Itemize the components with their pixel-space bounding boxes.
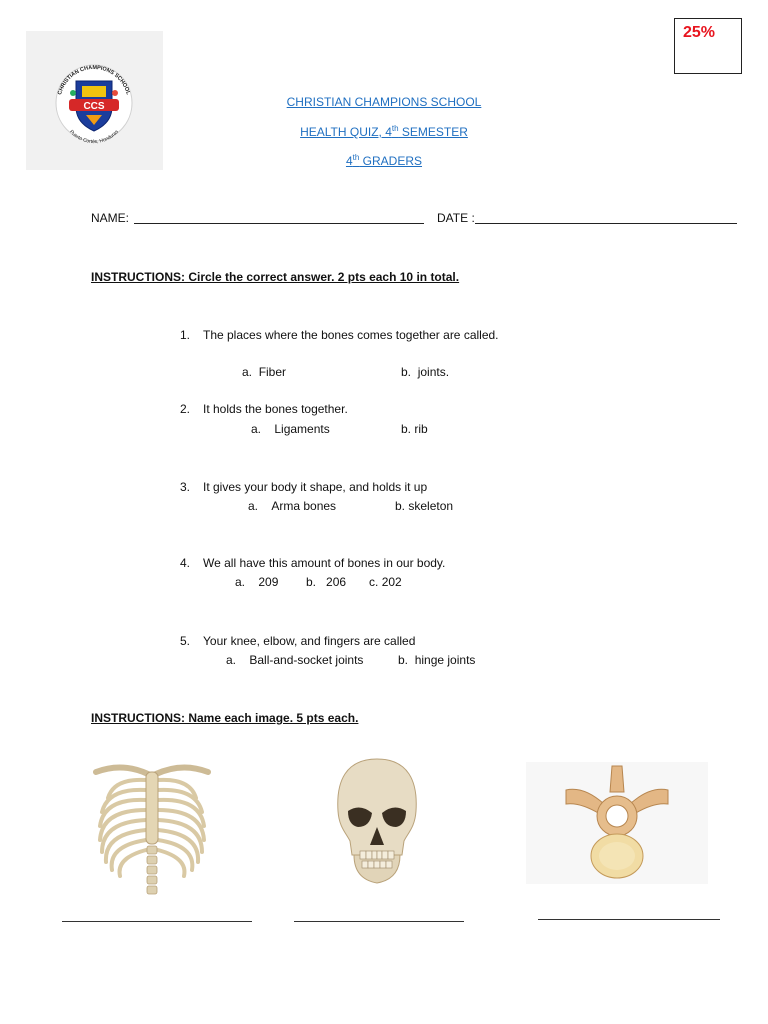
grade-post: GRADERS [359, 154, 423, 168]
question-4 [180, 556, 446, 570]
option-letter: b. [395, 499, 406, 513]
logo-bottom-text: Puerto Cortés, Honduras [68, 129, 120, 146]
q5-option-a[interactable] [226, 653, 363, 667]
option-text: Fiber [258, 365, 287, 379]
quiz-title-post: SEMESTER [398, 125, 468, 139]
option-letter: b. [401, 422, 412, 436]
question-text: Your knee, elbow, and fingers are called [203, 634, 416, 648]
answer-line-1[interactable] [62, 921, 252, 922]
quiz-title [0, 124, 768, 139]
option-letter: b. [398, 653, 409, 667]
q2-option-b[interactable] [401, 422, 428, 436]
question-number: 5. [180, 634, 191, 648]
q1-option-b[interactable] [401, 365, 449, 379]
logo-initials: CCS [83, 101, 105, 112]
name-label: NAME: [91, 211, 130, 225]
answer-line-2[interactable] [294, 921, 464, 922]
question-1 [180, 328, 499, 342]
quiz-title-pre: HEALTH QUIZ, 4 [300, 125, 392, 139]
name-date-row [91, 211, 741, 227]
option-letter: b. [306, 575, 317, 589]
score-box [674, 18, 742, 74]
q4-option-b[interactable] [306, 575, 346, 589]
option-text: skeleton [408, 499, 454, 513]
question-text: The places where the bones comes together are called. [203, 328, 499, 342]
grade-num: 4 [345, 154, 353, 168]
option-letter: a. [242, 365, 253, 379]
q3-option-a[interactable] [248, 499, 336, 513]
option-letter: b. [401, 365, 412, 379]
option-text: 202 [381, 575, 402, 589]
q3-option-b[interactable] [395, 499, 453, 513]
option-text: joints. [417, 365, 450, 379]
grade-sup: th [352, 153, 360, 162]
option-letter: a. [248, 499, 259, 513]
option-text: Ligaments [274, 422, 330, 436]
option-text: Arma bones [271, 499, 337, 513]
question-text: It holds the bones together. [203, 402, 348, 416]
question-text: We all have this amount of bones in our body. [203, 556, 446, 570]
section2-instructions: INSTRUCTIONS: Name each image. 5 pts each. [91, 711, 359, 725]
date-label: DATE : [437, 211, 475, 225]
question-number: 3. [180, 480, 191, 494]
option-letter: c. [369, 575, 379, 589]
question-number: 1. [180, 328, 191, 342]
q5-option-b[interactable] [398, 653, 475, 667]
date-field[interactable] [475, 223, 737, 224]
question-5 [180, 634, 416, 648]
option-text: rib [414, 422, 428, 436]
school-name: CHRISTIAN CHAMPIONS SCHOOL [286, 95, 482, 109]
option-letter: a. [235, 575, 246, 589]
option-letter: a. [226, 653, 237, 667]
option-text: Ball-and-socket joints [249, 653, 364, 667]
score-text: 25% [683, 24, 716, 41]
question-number: 4. [180, 556, 191, 570]
skull-image [332, 755, 422, 895]
name-field[interactable] [134, 223, 424, 224]
q4-option-c[interactable] [369, 575, 402, 589]
question-3 [180, 480, 428, 494]
option-text: 209 [258, 575, 279, 589]
answer-line-3[interactable] [538, 919, 720, 920]
question-2 [180, 402, 348, 416]
grade-title [0, 153, 768, 168]
section1-instructions: INSTRUCTIONS: Circle the correct answer. 2 pts each 10 in total. [91, 270, 460, 284]
quiz-title-sup: th [391, 124, 399, 133]
rib-cage-image [88, 754, 216, 898]
question-number: 2. [180, 402, 191, 416]
vertebra-image [526, 762, 708, 884]
q1-option-a[interactable] [242, 365, 286, 379]
logo-top-text: CHRISTIAN CHAMPIONS SCHOOL [57, 64, 131, 96]
option-text: 206 [326, 575, 347, 589]
option-text: hinge joints [414, 653, 476, 667]
question-text: It gives your body it shape, and holds it up [203, 480, 428, 494]
q2-option-a[interactable] [251, 422, 330, 436]
q4-option-a[interactable] [235, 575, 278, 589]
option-letter: a. [251, 422, 262, 436]
